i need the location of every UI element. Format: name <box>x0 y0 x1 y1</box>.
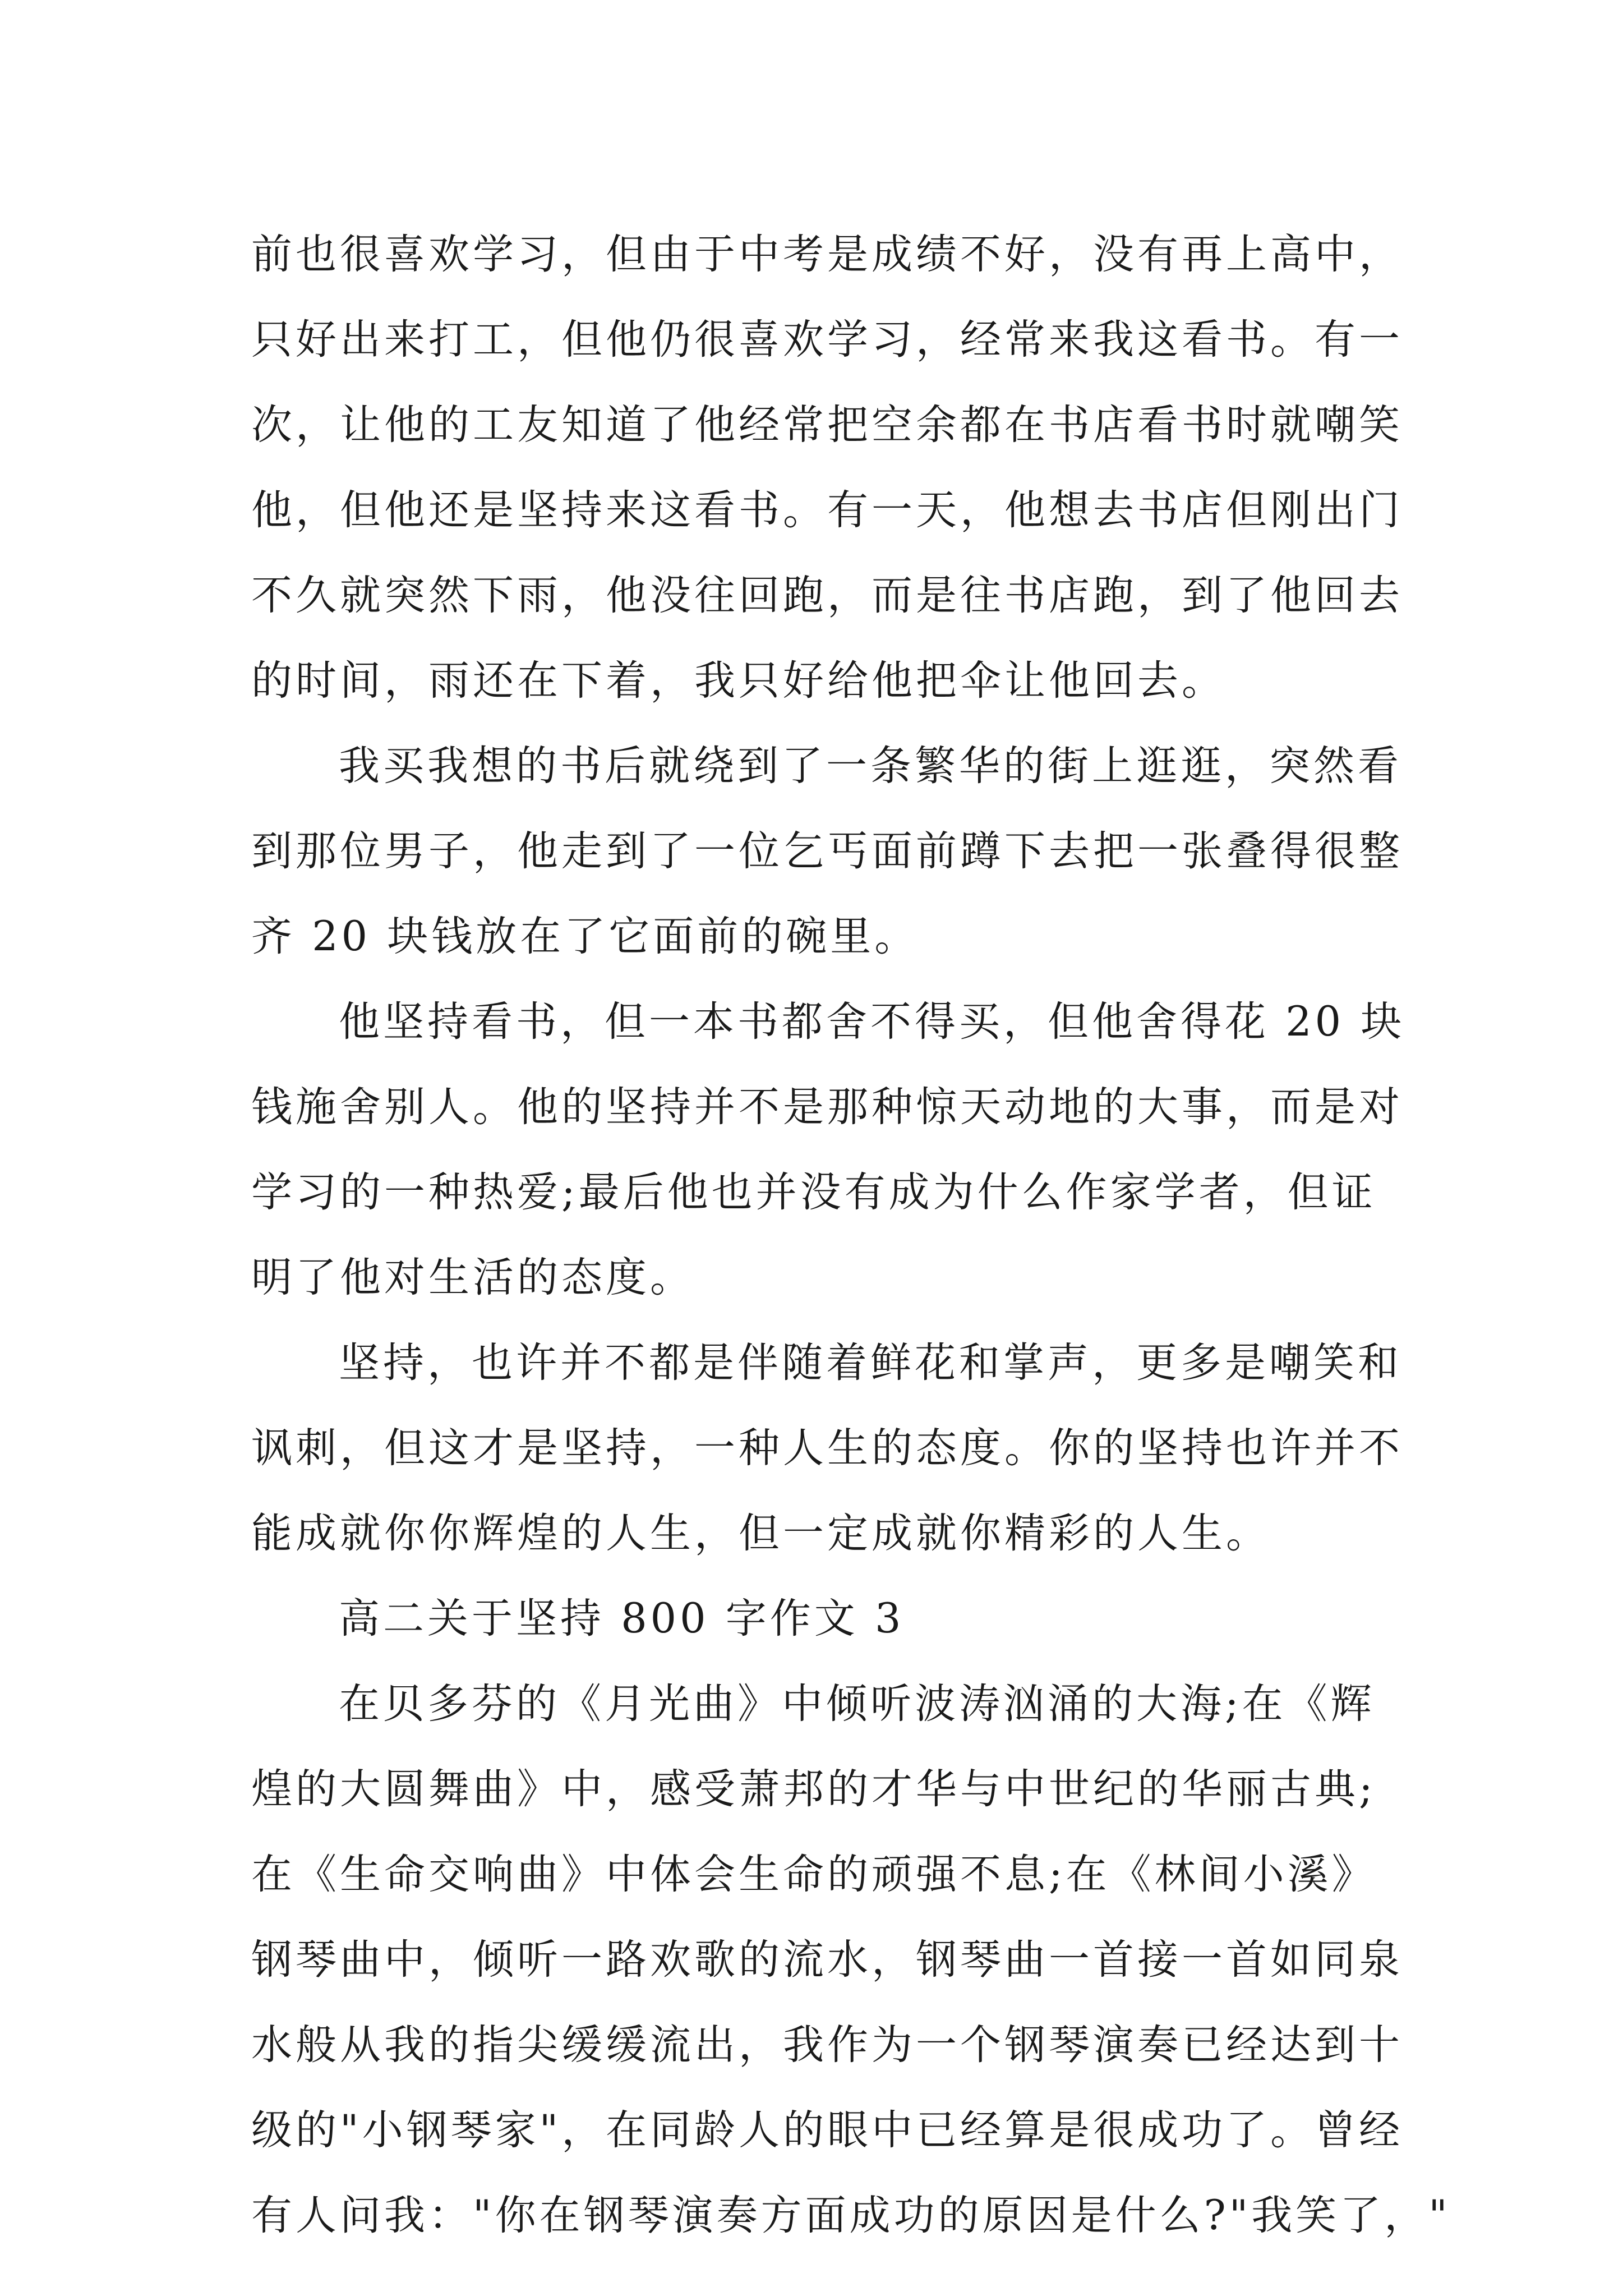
text-line: 在《生命交响曲》中体会生命的顽强不息;在《林间小溪》 <box>251 1851 1376 1898</box>
text-line: 能成就你你辉煌的人生，但一定成就你精彩的人生。 <box>251 1510 1270 1557</box>
text-line: 钱施舍别人。他的坚持并不是那种惊天动地的大事，而是对 <box>251 1083 1403 1131</box>
paragraph-start-line: 在贝多芬的《月光曲》中倾听波涛汹涌的大海;在《辉 <box>339 1680 1375 1728</box>
text-line: 钢琴曲中，倾听一路欢歌的流水，钢琴曲一首接一首如同泉 <box>251 1936 1403 1984</box>
text-line: 不久就突然下雨，他没往回跑，而是往书店跑，到了他回去 <box>251 572 1403 619</box>
text-line: 的时间，雨还在下着，我只好给他把伞让他回去。 <box>251 657 1226 705</box>
text-line: 有人问我："你在钢琴演奏方面成功的原因是什么?"我笑了，" <box>251 2192 1451 2239</box>
text-line: 齐 20 块钱放在了它面前的碗里。 <box>251 913 919 960</box>
text-line: 级的"小钢琴家"，在同龄人的眼中已经算是很成功了。曾经 <box>251 2106 1404 2154</box>
text-line: 他，但他还是坚持来这看书。有一天，他想去书店但刚出门 <box>251 486 1403 534</box>
paragraph-start-line: 他坚持看书，但一本书都舍不得买，但他舍得花 20 块 <box>339 998 1405 1046</box>
text-line: 次，让他的工友知道了他经常把空余都在书店看书时就嘲笑 <box>251 401 1403 449</box>
text-line: 煌的大圆舞曲》中，感受萧邦的才华与中世纪的华丽古典; <box>251 1765 1376 1813</box>
text-line: 前也很喜欢学习，但由于中考是成绩不好，没有再上高中， <box>251 231 1403 278</box>
section-heading: 高二关于坚持 800 字作文 3 <box>339 1595 905 1642</box>
text-line: 水般从我的指尖缓缓流出，我作为一个钢琴演奏已经达到十 <box>251 2021 1403 2069</box>
paragraph-start-line: 坚持，也许并不都是伴随着鲜花和掌声，更多是嘲笑和 <box>339 1339 1402 1387</box>
text-line: 讽刺，但这才是坚持，一种人生的态度。你的坚持也许并不 <box>251 1424 1403 1472</box>
text-line: 明了他对生活的态度。 <box>251 1254 694 1301</box>
text-line: 到那位男子，他走到了一位乞丐面前蹲下去把一张叠得很整 <box>251 827 1403 875</box>
text-line: 学习的一种热爱;最后他也并没有成为什么作家学者，但证 <box>251 1168 1376 1216</box>
document-body <box>251 212 1451 2258</box>
text-line: 只好出来打工，但他仍很喜欢学习，经常来我这看书。有一 <box>251 316 1403 364</box>
paragraph-start-line: 我买我想的书后就绕到了一条繁华的街上逛逛，突然看 <box>339 742 1402 790</box>
